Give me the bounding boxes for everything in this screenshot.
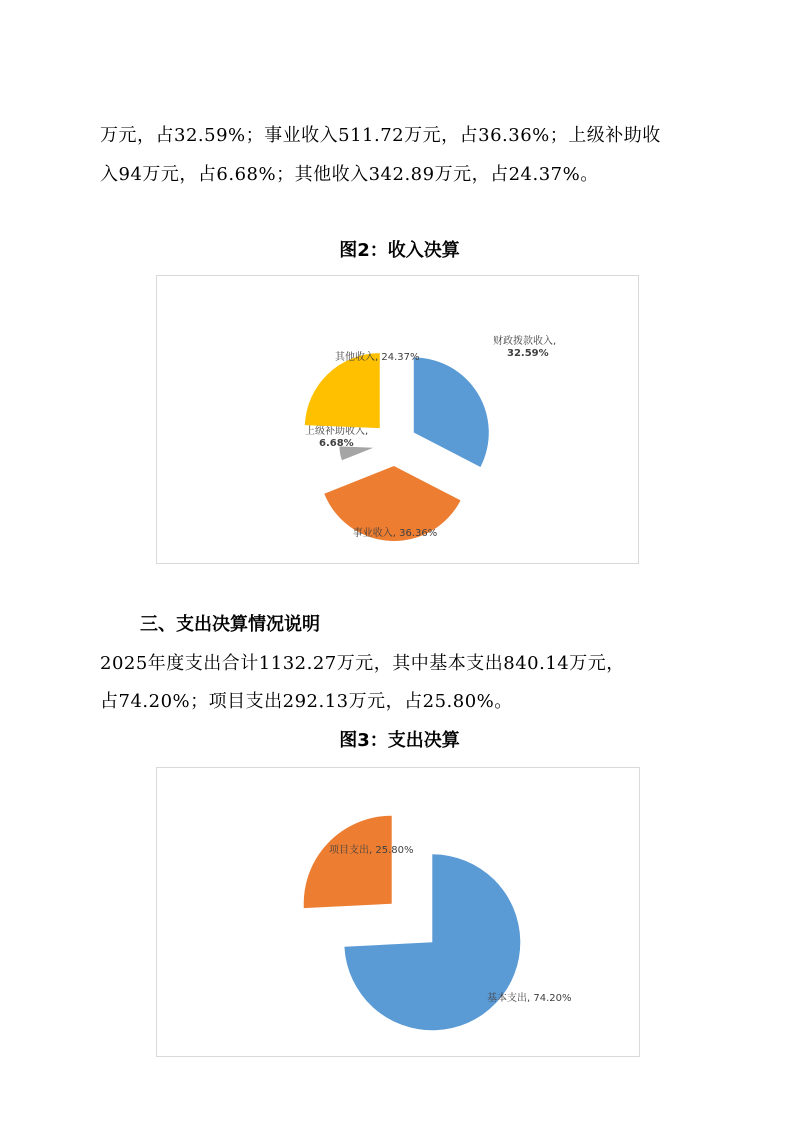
figure2-caption: 图2：收入决算: [339, 240, 460, 261]
paragraph-line: 入94万元，占6.68%；其他收入342.89万元，占24.37%。: [100, 164, 599, 185]
expense-pie-svg: [157, 768, 639, 1056]
paragraph-line: 2025年度支出合计1132.27万元，其中基本支出840.14万元，: [100, 653, 625, 674]
paragraph-line: 占74.20%；项目支出292.13万元，占25.80%。: [100, 691, 513, 712]
figure3-caption: 图3：支出决算: [339, 730, 460, 751]
slice-label: 项目支出, 25.80%: [329, 845, 414, 856]
income-pie-svg: [157, 276, 638, 563]
slice-label: 事业收入, 36.36%: [352, 528, 438, 539]
income-pie-chart: [156, 275, 639, 564]
expense-pie-chart: [156, 767, 640, 1057]
paragraph-line: 万元，占32.59%；事业收入511.72万元，占36.36%；上级补助收: [100, 125, 661, 146]
pie-slice-4: [305, 353, 380, 428]
pie-slice-2: [304, 816, 392, 908]
section-heading: 三、支出决算情况说明: [140, 614, 320, 635]
slice-label: 其他收入, 24.37%: [335, 352, 420, 363]
slice-label: 上级补助收入, 6.68%: [305, 426, 369, 449]
slice-label: 基本支出, 74.20%: [487, 993, 572, 1004]
slice-label: 财政拨款收入, 32.59%: [493, 336, 557, 359]
pie-slice-1: [414, 358, 489, 467]
